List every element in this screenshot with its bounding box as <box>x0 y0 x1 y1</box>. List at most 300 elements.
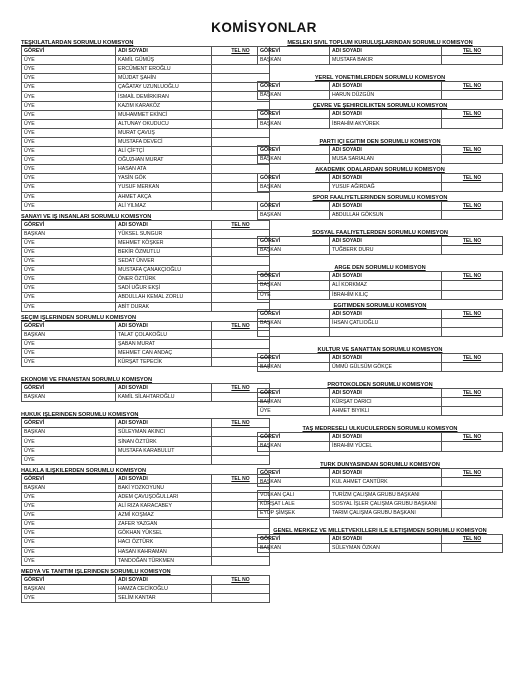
committee-table <box>257 388 503 416</box>
name-cell: AHMET AKÇA <box>116 192 212 201</box>
phone-cell <box>442 490 503 499</box>
page-title: KOMİSYONLAR <box>211 20 317 35</box>
role-cell: ÜYE <box>22 455 116 464</box>
section-gap <box>21 367 270 377</box>
committee-title: SANAYİ VE İŞ İNSANLARI SORUMLU KOMİSYON <box>21 213 152 220</box>
role-cell: BAŞKAN <box>258 362 330 371</box>
phone-cell <box>212 556 270 565</box>
table-header-row <box>258 237 503 246</box>
phone-cell <box>442 154 503 163</box>
committee-section <box>21 315 270 367</box>
table-row <box>22 229 270 238</box>
committee-table <box>257 46 503 65</box>
header-name: ADI SOYADI <box>116 575 212 584</box>
header-phone: TEL NO <box>212 575 270 584</box>
committee-title: EĞİTİMDEN SORUMLU KOMİSYON <box>333 302 427 309</box>
header-phone: TEL NO <box>212 384 270 393</box>
header-name: ADI SOYADI <box>330 389 442 398</box>
table-row <box>22 257 270 266</box>
header-name: ADI SOYADI <box>116 384 212 393</box>
table-row <box>22 520 270 529</box>
phone-cell <box>442 211 503 220</box>
role-cell: ÜYE <box>22 156 116 165</box>
name-cell: SELİM KANTAR <box>116 593 212 602</box>
committee-table <box>257 490 503 518</box>
table-row <box>22 156 270 165</box>
table-row <box>22 192 270 201</box>
phone-cell <box>442 544 503 553</box>
header-phone: TEL NO <box>442 173 503 182</box>
role-cell: BAŞKAN <box>258 398 330 407</box>
committee-section <box>257 528 503 553</box>
header-phone: TEL NO <box>212 419 270 428</box>
table-row <box>22 437 270 446</box>
committee-table <box>257 173 503 192</box>
header-name: ADI SOYADI <box>330 309 442 318</box>
role-cell: ÜYE <box>258 407 330 416</box>
table-row <box>22 101 270 110</box>
committee-section <box>21 412 270 464</box>
role-cell: ÜYE <box>22 339 116 348</box>
role-cell <box>258 327 330 336</box>
section-gap <box>257 518 503 528</box>
name-cell: TARIM ÇALIŞMA GRUBU BAŞKANI <box>330 508 442 517</box>
role-cell: BAŞKAN <box>258 91 330 100</box>
role-cell: ÜYE <box>22 74 116 83</box>
header-phone: TEL NO <box>442 272 503 281</box>
table-row <box>22 147 270 156</box>
table-header-row <box>258 535 503 544</box>
table-row <box>22 83 270 92</box>
committee-table <box>257 201 503 220</box>
name-cell: OĞUZHAN MURAT <box>116 156 212 165</box>
section-gap <box>257 416 503 426</box>
phone-cell <box>442 508 503 517</box>
table-row <box>22 65 270 74</box>
table-row <box>22 584 270 593</box>
name-cell: İBRAHİM KILIÇ <box>330 290 442 299</box>
name-cell: MEHMET CAN ANDAÇ <box>116 348 212 357</box>
header-phone: TEL NO <box>442 309 503 318</box>
committee-table <box>257 353 503 372</box>
name-cell: ERCÜMENT EROĞLU <box>116 65 212 74</box>
table-row <box>258 477 503 486</box>
header-name: ADI SOYADI <box>330 272 442 281</box>
role-cell: ÜYE <box>22 293 116 302</box>
header-name: ADI SOYADI <box>330 82 442 91</box>
role-cell: ÜYE <box>22 128 116 137</box>
role-cell: BAŞKAN <box>258 119 330 128</box>
header-role: GÖREVİ <box>258 468 330 477</box>
name-cell: MUSTAFA KARABULUT <box>116 446 212 455</box>
header-name: ADI SOYADI <box>330 237 442 246</box>
phone-cell <box>442 119 503 128</box>
role-cell: EYÜP ŞİMŞEK <box>258 508 330 517</box>
name-cell <box>116 455 212 464</box>
role-cell: BAŞKAN <box>258 154 330 163</box>
section-gap <box>257 220 503 230</box>
role-cell: ÜYE <box>22 56 116 65</box>
role-cell: ÜYE <box>22 65 116 74</box>
committee-title: YEREL YÖNETİMLERDEN SORUMLU KOMİSYON <box>314 75 446 82</box>
role-cell: ÜYE <box>22 174 116 183</box>
header-name: ADI SOYADI <box>330 433 442 442</box>
role-cell: BAŞKAN <box>258 442 330 451</box>
committee-section <box>21 377 270 402</box>
table-row <box>22 393 270 402</box>
header-phone: TEL NO <box>442 535 503 544</box>
table-row <box>22 119 270 128</box>
committee-title: SOSYAL FAALİYETLERDEN SORUMLU KOMİSYON <box>312 230 448 237</box>
name-cell: MURAT ÇAVUŞ <box>116 128 212 137</box>
table-row <box>22 201 270 210</box>
committee-title: SEÇİM İŞLERİNDEN SORUMLU KOMİSYON <box>21 314 136 321</box>
phone-cell <box>442 318 503 327</box>
committee-section <box>257 462 503 487</box>
header-role: GÖREVİ <box>258 47 330 56</box>
role-cell: ÜYE <box>22 201 116 210</box>
name-cell: MÜJDAT ŞAHİN <box>116 74 212 83</box>
role-cell: BAŞKAN <box>22 483 116 492</box>
committee-section <box>257 347 503 372</box>
name-cell: HAMZA CECİKOĞLU <box>116 584 212 593</box>
name-cell: İBRAHİM YÜCEL <box>330 442 442 451</box>
committee-table <box>21 46 270 211</box>
name-cell: ÜMMÜ GÜLSÜM GÖKÇE <box>330 362 442 371</box>
phone-cell <box>442 362 503 371</box>
committee-table <box>21 575 270 603</box>
role-cell: ÜYE <box>22 446 116 455</box>
name-cell: MEHMET KÖŞKER <box>116 238 212 247</box>
role-cell: BAŞKAN <box>258 281 330 290</box>
role-cell: ÜYE <box>22 147 116 156</box>
table-row <box>22 110 270 119</box>
name-cell: YÜKSEL SUNGUR <box>116 229 212 238</box>
table-header-row <box>258 82 503 91</box>
committee-section <box>21 40 270 211</box>
committee-section <box>257 139 503 164</box>
table-header-row <box>258 389 503 398</box>
table-row <box>22 284 270 293</box>
name-cell: ADEM ÇAVUŞOĞULLARI <box>116 492 212 501</box>
committee-section <box>257 382 503 416</box>
header-name: ADI SOYADI <box>330 173 442 182</box>
header-phone: TEL NO <box>442 110 503 119</box>
role-cell: ÜYE <box>22 101 116 110</box>
role-cell: ÜYE <box>22 284 116 293</box>
name-cell: KÜRŞAT DARICI <box>330 398 442 407</box>
table-row <box>22 74 270 83</box>
header-phone: TEL NO <box>442 433 503 442</box>
header-role: GÖREVİ <box>22 474 116 483</box>
table-row <box>22 502 270 511</box>
table-row <box>22 247 270 256</box>
committee-title: AKADEMİK ODALARDAN SORUMLU KOMİSYON <box>315 166 445 173</box>
committee-table <box>257 81 503 100</box>
name-cell: ABDULLAH GÖKSUN <box>330 211 442 220</box>
table-row <box>258 544 503 553</box>
header-name: ADI SOYADI <box>116 474 212 483</box>
name-cell: AHMET BIYIKLI <box>330 407 442 416</box>
name-cell: BEKİR ÖZMUTLU <box>116 247 212 256</box>
committee-table <box>257 468 503 487</box>
committee-title: ARGE DEN SORUMLU KOMİSYON <box>334 265 426 272</box>
name-cell: ABDULLAH KEMAL ZORLU <box>116 293 212 302</box>
table-row <box>22 266 270 275</box>
committee-title: GENEL MERKEZ VE MİLLETVEKİLLERİ İLE İLETİŞİMDEN SORUMLU KOMİSYON <box>273 528 487 534</box>
committee-title: MEDYA VE TANITIM İŞLERİNDEN SORUMLU KOMİSYON <box>21 568 171 575</box>
committee-table <box>257 145 503 164</box>
phone-cell <box>442 246 503 255</box>
header-role: GÖREVİ <box>258 353 330 362</box>
committee-section <box>257 167 503 192</box>
phone-cell <box>442 290 503 299</box>
committee-title: HUKUK İŞLERİNDEN SORUMLU KOMİSYON <box>21 412 139 419</box>
name-cell: ÖNER ÖZTÜRK <box>116 275 212 284</box>
header-role: GÖREVİ <box>258 309 330 318</box>
role-cell: ÜYE <box>22 192 116 201</box>
committee-section <box>21 468 270 566</box>
header-role: GÖREVİ <box>22 575 116 584</box>
header-phone: TEL NO <box>442 47 503 56</box>
table-row <box>22 302 270 311</box>
table-row <box>22 174 270 183</box>
committee-table <box>257 271 503 299</box>
table-row <box>22 293 270 302</box>
table-header-row <box>22 474 270 483</box>
phone-cell <box>442 477 503 486</box>
table-row <box>22 538 270 547</box>
name-cell: ALTUNAY OKUDUCU <box>116 119 212 128</box>
table-row <box>258 290 503 299</box>
role-cell: ÜYE <box>22 348 116 357</box>
header-name: ADI SOYADI <box>330 468 442 477</box>
name-cell: ÇAĞATAY UZUNLUOĞLU <box>116 83 212 92</box>
table-row <box>22 348 270 357</box>
name-cell: SOSYAL İŞLER ÇALIŞMA GRUBU BAŞKANI <box>330 499 442 508</box>
table-row <box>22 339 270 348</box>
role-cell: ÜYE <box>22 437 116 446</box>
header-role: GÖREVİ <box>22 321 116 330</box>
name-cell: ALİ RIZA KARACABEY <box>116 502 212 511</box>
table-header-row <box>22 321 270 330</box>
name-cell: YUSUF AĞIRDAĞ <box>330 182 442 191</box>
header-role: GÖREVİ <box>22 47 116 56</box>
role-cell: BAŞKAN <box>22 428 116 437</box>
name-cell: ABİT DURAK <box>116 302 212 311</box>
name-cell: İHSAN ÇATLIOĞLU <box>330 318 442 327</box>
phone-cell <box>442 91 503 100</box>
name-cell: AZMİ KOŞMAZ <box>116 511 212 520</box>
table-row <box>258 499 503 508</box>
name-cell: BAKİ YOZKOYUNU <box>116 483 212 492</box>
table-row <box>258 119 503 128</box>
role-cell: ÜYE <box>22 165 116 174</box>
role-cell: ÜYE <box>22 266 116 275</box>
phone-cell <box>442 407 503 416</box>
name-cell: İBRAHİM AKYÜREK <box>330 119 442 128</box>
table-row <box>22 492 270 501</box>
header-name: ADI SOYADI <box>116 321 212 330</box>
name-cell: KAMİL SİLAHTAROĞLU <box>116 393 212 402</box>
table-row <box>22 92 270 101</box>
role-cell: BAŞKAN <box>258 182 330 191</box>
name-cell: ALİ YILMAZ <box>116 201 212 210</box>
name-cell: HACI ÖZTÜRK <box>116 538 212 547</box>
committee-table <box>257 109 503 128</box>
phone-cell <box>212 593 270 602</box>
header-phone: TEL NO <box>442 201 503 210</box>
name-cell: HASAN KAHRAMAN <box>116 547 212 556</box>
header-role: GÖREVİ <box>258 237 330 246</box>
header-role: GÖREVİ <box>258 433 330 442</box>
table-row <box>22 593 270 602</box>
committee-title: PROTOKOLDEN SORUMLU KOMİSYON <box>327 382 433 389</box>
role-cell: KÜRŞAT LALE <box>258 499 330 508</box>
table-row <box>22 238 270 247</box>
table-row <box>258 508 503 517</box>
table-row <box>258 407 503 416</box>
table-row <box>258 211 503 220</box>
committee-section <box>21 214 270 312</box>
table-row <box>22 483 270 492</box>
name-cell: YASİN GÖK <box>116 174 212 183</box>
header-phone: TEL NO <box>212 321 270 330</box>
phone-cell <box>442 327 503 336</box>
role-cell: BAŞKAN <box>22 393 116 402</box>
role-cell: BAŞKAN <box>258 246 330 255</box>
table-row <box>258 154 503 163</box>
table-row <box>22 556 270 565</box>
header-role: GÖREVİ <box>258 145 330 154</box>
role-cell: ÜYE <box>22 275 116 284</box>
role-cell: ÜYE <box>22 183 116 192</box>
committee-table <box>257 534 503 553</box>
header-name: ADI SOYADI <box>330 145 442 154</box>
table-header-row <box>22 384 270 393</box>
role-cell: BAŞKAN <box>258 477 330 486</box>
table-header-row <box>22 47 270 56</box>
committee-table <box>21 474 270 566</box>
committee-title: MESLEKİ SİVİL TOPLUM KURULUŞLARINDAN SORUMLU KOMİSYON <box>287 40 473 46</box>
table-row <box>22 165 270 174</box>
table-row <box>22 183 270 192</box>
header-phone: TEL NO <box>442 145 503 154</box>
role-cell: ÜYE <box>22 529 116 538</box>
table-row <box>258 182 503 191</box>
name-cell: HASAN ATA <box>116 165 212 174</box>
table-header-row <box>22 575 270 584</box>
section-gap <box>257 372 503 382</box>
phone-cell <box>442 442 503 451</box>
name-cell: SÜLEYMAN AKINCI <box>116 428 212 437</box>
header-phone: TEL NO <box>212 474 270 483</box>
committee-table <box>21 383 270 402</box>
header-role: GÖREVİ <box>22 384 116 393</box>
name-cell: HARUN DÜZGÜN <box>330 91 442 100</box>
table-row <box>22 446 270 455</box>
name-cell: ŞABAN MURAT <box>116 339 212 348</box>
table-row <box>258 318 503 327</box>
table-header-row <box>258 173 503 182</box>
committee-table <box>257 236 503 255</box>
table-row <box>258 56 503 65</box>
header-role: GÖREVİ <box>258 201 330 210</box>
header-phone: TEL NO <box>442 82 503 91</box>
role-cell: ÜYE <box>22 247 116 256</box>
role-cell: BAŞKAN <box>258 211 330 220</box>
role-cell: ÜYE <box>22 556 116 565</box>
role-cell: BAŞKAN <box>258 56 330 65</box>
phone-cell <box>442 281 503 290</box>
table-row <box>22 275 270 284</box>
table-header-row <box>258 468 503 477</box>
section-gap <box>257 129 503 139</box>
committee-section <box>257 103 503 128</box>
role-cell: ÜYE <box>22 83 116 92</box>
header-phone: TEL NO <box>442 468 503 477</box>
phone-cell <box>442 398 503 407</box>
header-phone: TEL NO <box>212 47 270 56</box>
header-role: GÖREVİ <box>258 389 330 398</box>
table-row <box>22 56 270 65</box>
name-cell: KAZIM KARAKÖZ <box>116 101 212 110</box>
header-phone: TEL NO <box>442 237 503 246</box>
table-header-row <box>22 419 270 428</box>
name-cell: SADİ UĞUR EKŞİ <box>116 284 212 293</box>
role-cell: ÜYE <box>22 358 116 367</box>
role-cell: ÜYE <box>22 257 116 266</box>
committee-table <box>21 220 270 312</box>
phone-cell <box>442 56 503 65</box>
table-row <box>258 91 503 100</box>
phone-cell <box>442 182 503 191</box>
name-cell: TUĞBERK DURU <box>330 246 442 255</box>
name-cell: ALİ KORKMAZ <box>330 281 442 290</box>
table-row <box>22 511 270 520</box>
table-header-row <box>258 110 503 119</box>
table-row <box>22 547 270 556</box>
role-cell: ÜYE <box>22 502 116 511</box>
header-phone: TEL NO <box>442 353 503 362</box>
phone-cell <box>212 584 270 593</box>
name-cell: TURİZM ÇALIŞMA GRUBU BAŞKANI <box>330 490 442 499</box>
committee-section <box>257 75 503 100</box>
table-row <box>22 128 270 137</box>
role-cell: ÜYE <box>258 290 330 299</box>
right-column <box>257 40 503 553</box>
header-phone: TEL NO <box>212 220 270 229</box>
role-cell: ÜYE <box>22 238 116 247</box>
name-cell: MUSTAFA BAKIR <box>330 56 442 65</box>
committee-title: EKONOMİ VE FİNANSTAN SORUMLU KOMİSYON <box>21 377 153 384</box>
header-role: GÖREVİ <box>258 173 330 182</box>
committee-section <box>257 230 503 255</box>
name-cell: SÜLEYMAN ÖZKAN <box>330 544 442 553</box>
name-cell: KUL AHMET CANTÜRK <box>330 477 442 486</box>
table-header-row <box>258 272 503 281</box>
role-cell: BAŞKAN <box>22 330 116 339</box>
header-role: GÖREVİ <box>22 220 116 229</box>
table-header-row <box>258 353 503 362</box>
section-gap <box>257 337 503 347</box>
name-cell: MUHAMMET EKİNCİ <box>116 110 212 119</box>
committee-section <box>257 40 503 65</box>
committee-title: KÜLTÜR VE SANATTAN SORUMLU KOMİSYON <box>317 346 443 353</box>
name-cell: YUSUF MERKAN <box>116 183 212 192</box>
table-row <box>258 442 503 451</box>
section-gap <box>257 255 503 265</box>
